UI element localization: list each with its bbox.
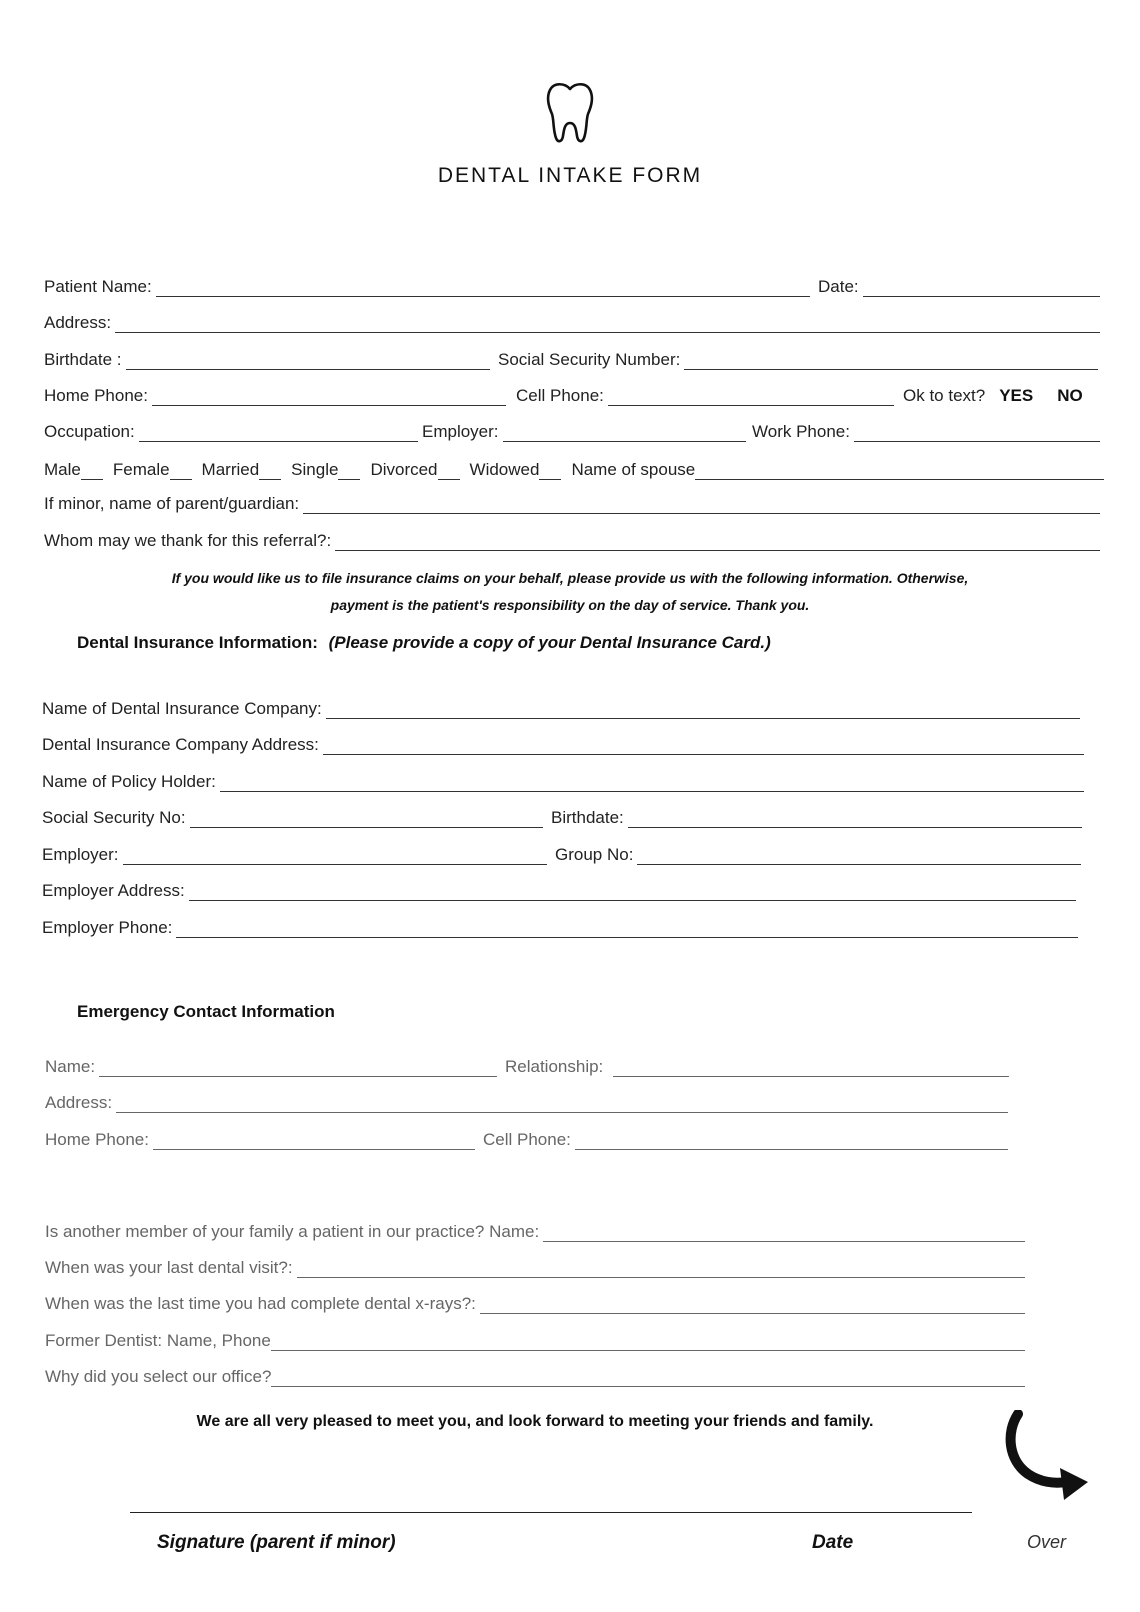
referral-label: Whom may we thank for this referral?: (44, 531, 332, 550)
widowed-blank[interactable] (539, 462, 561, 480)
last-visit-field[interactable] (45, 1258, 1025, 1278)
insurance-employer-field[interactable] (42, 845, 547, 865)
tooth-icon (545, 80, 595, 144)
family-member-field[interactable] (45, 1222, 1025, 1242)
insurance-heading-text: Dental Insurance Information: (77, 633, 318, 652)
emergency-home-phone-label: Home Phone: (45, 1130, 149, 1149)
date-field[interactable] (818, 277, 1100, 297)
work-phone-label: Work Phone: (752, 422, 850, 441)
emergency-cell-phone-field[interactable] (483, 1130, 1008, 1150)
last-visit-label: When was your last dental visit?: (45, 1258, 293, 1277)
married-blank[interactable] (259, 462, 281, 480)
relationship-field[interactable] (505, 1057, 1009, 1077)
over-label: Over (1027, 1532, 1067, 1552)
insurance-birthdate-label: Birthdate: (551, 808, 624, 827)
birthdate-field[interactable] (44, 350, 490, 370)
divorced-option: Divorced (370, 460, 438, 479)
marital-gender-row (44, 460, 1104, 480)
widowed-option: Widowed (469, 460, 540, 479)
address-field[interactable] (44, 313, 1100, 333)
female-option: Female (112, 460, 170, 479)
married-option: Married (201, 460, 260, 479)
signature-line[interactable] (130, 1511, 972, 1513)
policy-holder-field[interactable] (42, 772, 1084, 792)
why-office-field[interactable] (45, 1367, 1025, 1387)
signature-label: Signature (parent if minor) (157, 1532, 396, 1553)
insurance-employer-label: Employer: (42, 845, 119, 864)
insurance-company-label: Name of Dental Insurance Company: (42, 699, 322, 718)
patient-name-field[interactable] (44, 277, 810, 297)
closing-message: We are all very pleased to meet you, and look forward to meeting your friends and family. (196, 1413, 874, 1430)
emergency-address-label: Address: (45, 1093, 113, 1112)
home-phone-label: Home Phone: (44, 386, 148, 405)
home-phone-field[interactable] (44, 386, 506, 406)
patient-name-label: Patient Name: (44, 277, 152, 296)
xrays-label: When was the last time you had complete dental x-rays?: (45, 1294, 476, 1313)
guardian-label: If minor, name of parent/guardian: (44, 494, 300, 513)
signature-date-label: Date (812, 1532, 854, 1553)
date-label: Date: (818, 277, 859, 296)
address-label: Address: (44, 313, 112, 332)
employer-address-label: Employer Address: (42, 881, 185, 900)
insurance-company-field[interactable] (42, 699, 1080, 719)
family-member-label: Is another member of your family a patient in our practice? Name: (45, 1222, 540, 1241)
birthdate-label: Birthdate : (44, 350, 122, 369)
male-blank[interactable] (81, 462, 103, 480)
former-dentist-field[interactable] (45, 1331, 1025, 1351)
curved-arrow-icon (1002, 1410, 1098, 1506)
employer-label: Employer: (422, 422, 499, 441)
spouse-label: Name of spouse (571, 460, 696, 479)
policy-holder-label: Name of Policy Holder: (42, 772, 216, 791)
xrays-field[interactable] (45, 1294, 1025, 1314)
relationship-label: Relationship: (505, 1057, 604, 1076)
male-option: Male (44, 460, 81, 479)
single-option: Single (291, 460, 339, 479)
insurance-address-label: Dental Insurance Company Address: (42, 735, 319, 754)
cell-phone-label: Cell Phone: (516, 386, 604, 405)
cell-phone-field[interactable] (516, 386, 894, 406)
emergency-heading: Emergency Contact Information (77, 1002, 335, 1021)
group-no-field[interactable] (555, 845, 1081, 865)
insurance-ssn-label: Social Security No: (42, 808, 186, 827)
emergency-cell-phone-label: Cell Phone: (483, 1130, 571, 1149)
emergency-address-field[interactable] (45, 1093, 1008, 1113)
single-blank[interactable] (338, 462, 360, 480)
employer-field[interactable] (422, 422, 746, 442)
group-no-label: Group No: (555, 845, 634, 864)
employer-address-field[interactable] (42, 881, 1076, 901)
spouse-line[interactable] (695, 462, 1104, 480)
why-office-label: Why did you select our office? (45, 1367, 272, 1386)
form-title: DENTAL INTAKE FORM (437, 164, 703, 187)
insurance-ssn-field[interactable] (42, 808, 543, 828)
occupation-label: Occupation: (44, 422, 135, 441)
employer-phone-field[interactable] (42, 918, 1078, 938)
emergency-name-field[interactable] (45, 1057, 497, 1077)
employer-phone-label: Employer Phone: (42, 918, 173, 937)
no-option[interactable]: NO (1057, 386, 1083, 405)
divorced-blank[interactable] (438, 462, 460, 480)
insurance-heading (77, 633, 771, 653)
guardian-field[interactable] (44, 494, 1100, 514)
ssn-field[interactable] (498, 350, 1098, 370)
emergency-home-phone-field[interactable] (45, 1130, 475, 1150)
work-phone-field[interactable] (752, 422, 1100, 442)
female-blank[interactable] (170, 462, 192, 480)
insurance-address-field[interactable] (42, 735, 1084, 755)
former-dentist-label: Former Dentist: Name, Phone (45, 1331, 271, 1350)
occupation-field[interactable] (44, 422, 418, 442)
insurance-heading-sub: (Please provide a copy of your Dental Insurance Card.) (328, 633, 771, 652)
emergency-name-label: Name: (45, 1057, 96, 1076)
ok-to-text (903, 386, 1103, 406)
ok-to-text-label: Ok to text? (903, 386, 986, 405)
ssn-label: Social Security Number: (498, 350, 681, 369)
insurance-note-line-1: If you would like us to file insurance claims on your behalf, please provide us with the following information. Otherwise, (171, 570, 969, 586)
referral-field[interactable] (44, 531, 1100, 551)
insurance-note-line-2: payment is the patient's responsibility on the day of service. Thank you. (330, 597, 810, 613)
insurance-birthdate-field[interactable] (551, 808, 1082, 828)
yes-option[interactable]: YES (999, 386, 1034, 405)
